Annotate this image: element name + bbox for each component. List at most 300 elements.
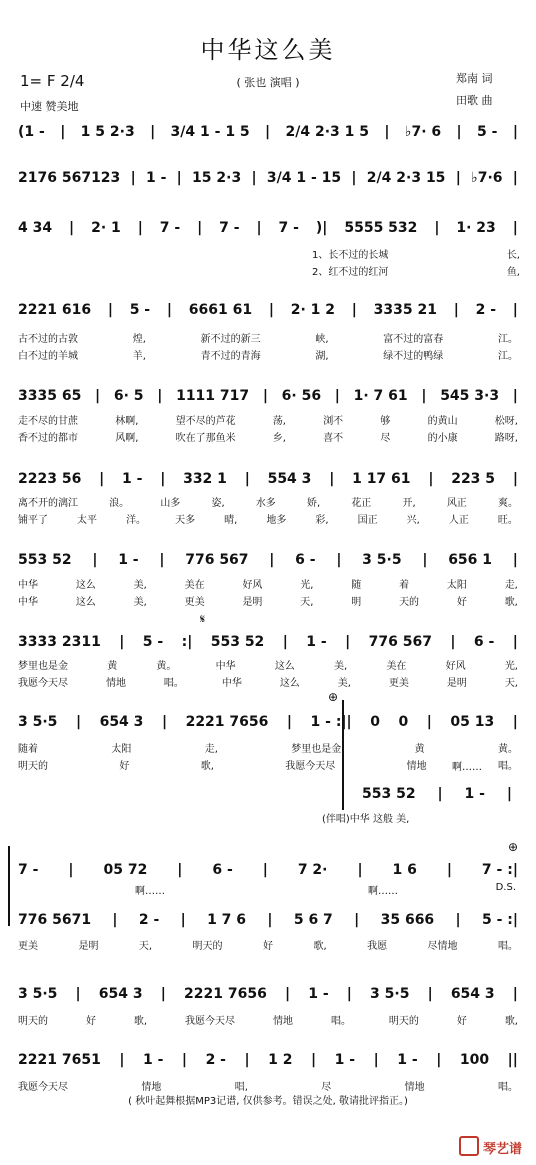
lyric-syllable: 唱。 bbox=[163, 678, 184, 689]
note-group: 100 bbox=[459, 1052, 490, 1068]
lyric-syllable: 光, bbox=[300, 580, 314, 591]
lyric-syllable: 随着 bbox=[18, 744, 38, 755]
barline: | bbox=[262, 862, 268, 878]
note-group: 1 17 61 bbox=[352, 471, 411, 487]
barline: | bbox=[453, 302, 459, 318]
barline: | bbox=[130, 170, 136, 186]
lyric-syllable: 是明 bbox=[242, 597, 263, 608]
barline: | bbox=[60, 124, 66, 140]
tempo-marking: 中速 赞美地 bbox=[20, 100, 79, 113]
vocal-annotation: 啊…… bbox=[135, 886, 165, 897]
note-group: 553 52 bbox=[210, 634, 265, 650]
barline: | bbox=[421, 388, 427, 404]
lyric-syllable: 地多 bbox=[266, 515, 287, 526]
barline: | bbox=[69, 220, 75, 236]
lyric-syllable: 中华 bbox=[215, 661, 236, 672]
lyric-syllable: 人正 bbox=[448, 515, 469, 526]
barline: | bbox=[284, 986, 291, 1002]
lyric-syllable: 开, bbox=[402, 498, 416, 509]
note-group: (1 - bbox=[18, 124, 45, 140]
lyric-syllable: 中华 bbox=[18, 580, 38, 591]
lyric-syllable: 美, bbox=[337, 678, 351, 689]
barline: | bbox=[267, 912, 273, 928]
lyric-syllable: 唱。 bbox=[497, 761, 518, 772]
notation-row bbox=[18, 465, 518, 487]
note-group: 6 - bbox=[212, 862, 233, 878]
lyric-syllable: 走不尽的甘蔗 bbox=[18, 416, 78, 427]
barline: | bbox=[92, 552, 98, 568]
lyric-syllable: 新不过的新三 bbox=[200, 334, 261, 345]
barline: | bbox=[427, 986, 433, 1002]
note-group: 776 567 bbox=[185, 552, 249, 568]
barline: | bbox=[75, 714, 82, 730]
lyric-syllable: 好 bbox=[263, 941, 273, 952]
lyric-syllable: 这么 bbox=[75, 580, 96, 591]
lyric-syllable: 花正 bbox=[351, 498, 372, 509]
lyric-syllable: 歌, bbox=[133, 1016, 148, 1027]
lyric-syllable: 天的 bbox=[399, 597, 420, 608]
lyricist-credit: 郑南 词 bbox=[456, 72, 493, 85]
note-group: 223 5 bbox=[451, 471, 496, 487]
note-group: 3335 65 bbox=[18, 388, 82, 404]
lyric-syllable: 尽 bbox=[380, 433, 391, 444]
lyric-syllable: 是明 bbox=[78, 941, 99, 952]
note-group: 553 52 bbox=[362, 786, 416, 802]
lyric-syllable: 天多 bbox=[175, 515, 196, 526]
lyric-syllable: 荡, bbox=[272, 416, 286, 427]
lyric-syllable: 风正 bbox=[446, 498, 467, 509]
segno-icon: 𝄋 bbox=[200, 612, 206, 626]
barline: | bbox=[112, 912, 118, 928]
barline: | bbox=[159, 552, 165, 568]
lyric-syllable: 好风 bbox=[242, 580, 263, 591]
vocal-annotation: 啊…… bbox=[368, 886, 398, 897]
composer-credit: 田歌 曲 bbox=[456, 94, 493, 107]
note-group: 2/4 2·3 15 bbox=[366, 170, 446, 186]
note-group: 3/4 1 - 1 5 bbox=[170, 124, 250, 140]
barline: | bbox=[329, 471, 335, 487]
barline: | bbox=[95, 388, 101, 404]
barline: | bbox=[345, 634, 351, 650]
barline: | bbox=[150, 124, 156, 140]
key-signature: 1= F 2/4 bbox=[20, 72, 85, 90]
note-group: 3 5·5 bbox=[18, 986, 58, 1002]
barline: | bbox=[68, 862, 74, 878]
lyric-syllable: 黄。 bbox=[156, 661, 177, 672]
lyric-syllable: 够 bbox=[380, 416, 391, 427]
note-group: 1 - bbox=[145, 170, 167, 186]
lyric-syllable: 兴, bbox=[406, 515, 420, 526]
lyric-syllable: 这么 bbox=[274, 661, 295, 672]
lyric-syllable: 歌, bbox=[504, 597, 518, 608]
barline: | bbox=[119, 1052, 125, 1068]
note-group: 654 3 bbox=[98, 986, 143, 1002]
barline: | bbox=[161, 714, 168, 730]
barline: | bbox=[137, 220, 143, 236]
notation-row bbox=[18, 296, 518, 318]
coda-icon-end: ⊕ bbox=[508, 840, 519, 854]
note-group: 2 - bbox=[475, 302, 497, 318]
lyric-syllable: 是明 bbox=[446, 678, 467, 689]
note-group: 3/4 1 - 15 bbox=[266, 170, 342, 186]
barline: | bbox=[107, 302, 113, 318]
barline: | bbox=[244, 1052, 250, 1068]
note-group: 554 3 bbox=[267, 471, 312, 487]
lyric-line bbox=[18, 593, 518, 608]
barline: | bbox=[512, 124, 518, 140]
lyric-syllable: 黄。 bbox=[497, 744, 518, 755]
lyric-syllable: 路呀, bbox=[494, 433, 518, 444]
lyric-syllable: 情地 bbox=[273, 1016, 293, 1027]
note-group: 1 - bbox=[464, 786, 485, 802]
footnote: ( 秋叶起舞根据MP3记谱, 仅供参考。错误之处, 敬请批评指正。) bbox=[128, 1096, 408, 1107]
lyric-syllable: 尽情地 bbox=[427, 941, 458, 952]
barline: | bbox=[428, 471, 434, 487]
notation-row bbox=[18, 1046, 518, 1068]
lyric-line bbox=[18, 511, 518, 526]
lyric-syllable: 明天的 bbox=[388, 1016, 419, 1027]
note-group: 1 2 bbox=[268, 1052, 293, 1068]
lyric-syllable: 羊, bbox=[132, 351, 146, 362]
barline: | bbox=[456, 124, 462, 140]
site-logo bbox=[459, 1136, 522, 1157]
lyric-syllable: 歌, bbox=[504, 1016, 518, 1027]
barline: | bbox=[357, 862, 363, 878]
lyric-syllable: 唱。 bbox=[497, 1082, 518, 1093]
lyric-syllable: 2、红不过的红河 bbox=[312, 267, 389, 278]
lyric-line bbox=[312, 263, 520, 278]
barline: | bbox=[434, 220, 440, 236]
lyric-syllable: 风啊, bbox=[115, 433, 139, 444]
lyric-syllable: 煌, bbox=[132, 334, 146, 345]
barline: | bbox=[512, 714, 518, 730]
note-group: 332 1 bbox=[183, 471, 227, 487]
note-group: 553 52 bbox=[18, 552, 72, 568]
barline: | bbox=[351, 170, 357, 186]
lyric-syllable: 好 bbox=[119, 761, 130, 772]
lyric-syllable: 美, bbox=[133, 580, 147, 591]
barline: | bbox=[422, 552, 428, 568]
note-group: 1 - bbox=[308, 986, 329, 1002]
lyric-syllable: 情地 bbox=[141, 1082, 162, 1093]
lyric-syllable: 天, bbox=[504, 678, 518, 689]
note-group: 2221 7651 bbox=[18, 1052, 101, 1068]
lyric-syllable: 明天的 bbox=[192, 941, 223, 952]
barline: )| bbox=[315, 220, 328, 236]
note-group: 6 - bbox=[473, 634, 495, 650]
lyric-syllable: 林啊, bbox=[115, 416, 139, 427]
barline: | bbox=[455, 912, 461, 928]
lyric-syllable: 太阳 bbox=[446, 580, 467, 591]
lyric-syllable: 更美 bbox=[388, 678, 409, 689]
singer-credit: ( 张也 演唱 ) bbox=[236, 76, 300, 89]
lyric-syllable: 的黄山 bbox=[427, 416, 458, 427]
barline: | bbox=[268, 302, 274, 318]
lyric-line bbox=[18, 576, 518, 591]
barline: | bbox=[373, 1052, 379, 1068]
lyric-syllable: 1、长不过的长城 bbox=[312, 250, 389, 261]
lyric-syllable: 美, bbox=[133, 597, 147, 608]
barline: | bbox=[336, 552, 342, 568]
lyric-syllable: 明 bbox=[351, 597, 362, 608]
note-group: 545 3·3 bbox=[440, 388, 500, 404]
notation-row bbox=[362, 780, 512, 802]
lyric-line bbox=[18, 347, 518, 362]
note-group: 7 - bbox=[18, 862, 39, 878]
note-group: 654 3 bbox=[99, 714, 144, 730]
lyric-syllable: 天, bbox=[138, 941, 153, 952]
note-group: 1 - bbox=[306, 634, 327, 650]
note-group: 05 13 bbox=[450, 714, 495, 730]
lyric-syllable: 中华 bbox=[221, 678, 242, 689]
note-group: 1 6 bbox=[392, 862, 417, 878]
lyric-line bbox=[18, 757, 518, 772]
lyric-syllable: 梦里也是金 bbox=[291, 744, 342, 755]
lyric-syllable: 江。 bbox=[497, 351, 518, 362]
lyric-syllable: 我愿今天尽 bbox=[18, 678, 68, 689]
lyric-syllable: 洋。 bbox=[126, 515, 147, 526]
lyric-syllable: 浏不 bbox=[323, 416, 344, 427]
barline: | bbox=[166, 302, 172, 318]
note-group: 15 2·3 bbox=[192, 170, 242, 186]
note-group: 2· 1 2 bbox=[290, 302, 335, 318]
note-group: 6 - bbox=[295, 552, 316, 568]
barline: 1 - :|| bbox=[310, 714, 352, 730]
barline: | bbox=[512, 471, 518, 487]
note-group: 2176 567123 bbox=[18, 170, 121, 186]
lyric-syllable: 浪。 bbox=[109, 498, 130, 509]
notation-row bbox=[18, 164, 518, 186]
lyric-syllable: 香不过的都市 bbox=[18, 433, 78, 444]
barline: | bbox=[119, 634, 125, 650]
lyric-line bbox=[18, 657, 518, 672]
song-title: 中华这么美 bbox=[200, 36, 336, 64]
note-group: 35 666 bbox=[380, 912, 435, 928]
lyric-syllable: 光, bbox=[504, 661, 518, 672]
note-group: 3 5·5 bbox=[362, 552, 402, 568]
note-group: 1 - bbox=[142, 1052, 164, 1068]
note-group: 5555 532 bbox=[344, 220, 418, 236]
lyric-line bbox=[18, 1012, 518, 1027]
lyric-line bbox=[18, 740, 518, 755]
logo-icon bbox=[459, 1136, 479, 1156]
lyric-syllable: 明天的 bbox=[18, 761, 48, 772]
notation-row bbox=[18, 382, 518, 404]
lyric-syllable: 更美 bbox=[18, 941, 38, 952]
barline: | bbox=[177, 862, 183, 878]
lyric-syllable: 的小康 bbox=[427, 433, 458, 444]
lyric-syllable: 尽 bbox=[321, 1082, 332, 1093]
lyric-syllable: 古不过的古敦 bbox=[18, 334, 78, 345]
note-group: 5 6 7 bbox=[293, 912, 333, 928]
lyric-syllable: 国正 bbox=[357, 515, 378, 526]
lyric-syllable: 这么 bbox=[279, 678, 300, 689]
lyric-syllable: 中华 bbox=[18, 597, 38, 608]
note-group: 2221 7656 bbox=[185, 714, 269, 730]
barline: | bbox=[354, 912, 360, 928]
barline: | bbox=[176, 170, 182, 186]
barline: | bbox=[455, 170, 461, 186]
lyric-syllable: 情地 bbox=[404, 1082, 425, 1093]
lyric-syllable: 峡, bbox=[315, 334, 329, 345]
note-group: 1· 23 bbox=[456, 220, 496, 236]
note-group: 1111 717 bbox=[176, 388, 250, 404]
note-group: 3333 2311 bbox=[18, 634, 101, 650]
note-group: 3 5·5 bbox=[370, 986, 410, 1002]
note-group: 0 bbox=[370, 714, 380, 730]
note-group: 1 5 2·3 bbox=[80, 124, 135, 140]
note-group: 7 - bbox=[159, 220, 181, 236]
note-group: 5 - bbox=[477, 124, 498, 140]
lyric-syllable: 美在 bbox=[386, 661, 407, 672]
lyric-line bbox=[18, 674, 518, 689]
lyric-syllable: 姿, bbox=[211, 498, 225, 509]
note-group: 1· 7 61 bbox=[353, 388, 408, 404]
logo-text: 琴艺谱 bbox=[482, 1142, 522, 1157]
barline: | bbox=[256, 220, 262, 236]
note-group: 1 - bbox=[121, 471, 143, 487]
note-group: 656 1 bbox=[448, 552, 493, 568]
lyric-syllable: 铺平了 bbox=[18, 515, 48, 526]
lyric-syllable: 白不过的羊城 bbox=[18, 351, 78, 362]
lyric-syllable: 美, bbox=[334, 661, 348, 672]
note-group: 0 bbox=[398, 714, 409, 730]
lyric-syllable: 更美 bbox=[184, 597, 205, 608]
lyric-syllable: 歌, bbox=[200, 761, 214, 772]
barline: | bbox=[157, 388, 163, 404]
note-group: 776 5671 bbox=[18, 912, 92, 928]
notation-row bbox=[18, 546, 518, 568]
barline: | bbox=[282, 634, 288, 650]
barline: | bbox=[286, 714, 293, 730]
lyric-line bbox=[18, 330, 518, 345]
lyric-syllable: 我愿 bbox=[367, 941, 388, 952]
barline: | bbox=[75, 986, 81, 1002]
barline: | bbox=[446, 862, 452, 878]
lyric-syllable: 我愿今天尽 bbox=[18, 1082, 68, 1093]
lyric-syllable: 唱, bbox=[234, 1082, 248, 1093]
lyric-syllable: 水多 bbox=[255, 498, 276, 509]
note-group: 2 - bbox=[138, 912, 160, 928]
note-group: 7 2· bbox=[297, 862, 328, 878]
lyric-syllable: 晴, bbox=[224, 515, 238, 526]
barline: | bbox=[99, 471, 105, 487]
lyric-syllable: 湖, bbox=[315, 351, 329, 362]
barline: | bbox=[265, 124, 271, 140]
ds-label: D.S. bbox=[495, 882, 516, 893]
lyric-syllable: 富不过的富春 bbox=[383, 334, 444, 345]
notation-row bbox=[18, 118, 518, 140]
lyric-syllable: 青不过的青海 bbox=[200, 351, 261, 362]
barline: | bbox=[311, 1052, 317, 1068]
lyric-line bbox=[18, 1078, 518, 1093]
notation-row bbox=[18, 214, 518, 236]
barline: || bbox=[507, 1052, 518, 1068]
note-group: 5 - bbox=[129, 302, 151, 318]
note-group: 2221 616 bbox=[18, 302, 92, 318]
lyric-syllable: 离不开的漓江 bbox=[18, 498, 78, 509]
barline: | bbox=[197, 220, 203, 236]
lyric-syllable: 娇, bbox=[306, 498, 321, 509]
barline: | bbox=[384, 124, 390, 140]
barline: | bbox=[512, 552, 518, 568]
note-group: 2 - bbox=[205, 1052, 226, 1068]
note-group: 7 - bbox=[278, 220, 299, 236]
vocal-annotation: 啊…… bbox=[452, 762, 482, 773]
barline: 7 - :| bbox=[481, 862, 518, 878]
note-group: 2/4 2·3 1 5 bbox=[285, 124, 370, 140]
lyric-line bbox=[18, 494, 518, 509]
barline: | bbox=[160, 471, 166, 487]
note-group: 5 - bbox=[142, 634, 164, 650]
barline: | bbox=[512, 220, 518, 236]
lyric-syllable: 绿不过的鸭绿 bbox=[383, 351, 444, 362]
lyric-syllable: 鱼, bbox=[506, 267, 520, 278]
barline: | bbox=[512, 302, 518, 318]
lyric-line bbox=[18, 429, 518, 444]
notation-row bbox=[18, 980, 518, 1002]
lyric-syllable: 好 bbox=[85, 1016, 96, 1027]
barline: | bbox=[426, 714, 432, 730]
lyric-syllable: 我愿今天尽 bbox=[285, 761, 336, 772]
lyric-syllable: 喜不 bbox=[323, 433, 344, 444]
barline: | bbox=[506, 786, 512, 802]
lyric-syllable: 情地 bbox=[406, 761, 427, 772]
lyric-syllable: 太平 bbox=[77, 515, 98, 526]
lyric-syllable: 吹在了那鱼米 bbox=[175, 433, 236, 444]
note-group: 2223 56 bbox=[18, 471, 82, 487]
barline: | bbox=[437, 786, 443, 802]
lyric-syllable: 明天的 bbox=[18, 1016, 48, 1027]
lyric-syllable: 爽。 bbox=[497, 498, 518, 509]
barline: | bbox=[512, 170, 518, 186]
lyric-syllable: 黄 bbox=[107, 661, 118, 672]
note-group: 7 - bbox=[219, 220, 240, 236]
lyric-syllable: 江。 bbox=[497, 334, 518, 345]
repeat-bracket bbox=[8, 846, 10, 926]
lyric-line bbox=[312, 246, 520, 261]
barline: | bbox=[180, 912, 186, 928]
barline: | bbox=[512, 986, 518, 1002]
barline: | bbox=[436, 1052, 442, 1068]
lyric-syllable: 歌, bbox=[313, 941, 327, 952]
lyric-syllable: 情地 bbox=[105, 678, 126, 689]
note-group: 1 - bbox=[334, 1052, 356, 1068]
note-group: 1 7 6 bbox=[207, 912, 247, 928]
lyric-syllable: 天, bbox=[300, 597, 314, 608]
barline: | bbox=[334, 388, 340, 404]
barline: 5 - :| bbox=[481, 912, 518, 928]
lyric-syllable: 梦里也是金 bbox=[18, 661, 68, 672]
lyric-syllable: 走, bbox=[504, 580, 518, 591]
note-group: 4 34 bbox=[18, 220, 53, 236]
barline: | bbox=[346, 986, 352, 1002]
lyric-line bbox=[18, 937, 518, 952]
barline: | bbox=[512, 388, 518, 404]
note-group: 2221 7656 bbox=[184, 986, 267, 1002]
lyric-syllable: 望不尽的芦花 bbox=[175, 416, 236, 427]
barline: | bbox=[269, 552, 275, 568]
lyric-syllable: 这么 bbox=[75, 597, 96, 608]
note-group: 776 567 bbox=[368, 634, 432, 650]
lyric-syllable: 我愿今天尽 bbox=[185, 1016, 236, 1027]
barline: | bbox=[450, 634, 456, 650]
lyric-syllable: 随 bbox=[351, 580, 362, 591]
note-group: ♭7·6 bbox=[471, 170, 503, 186]
lyric-syllable: 旺。 bbox=[497, 515, 518, 526]
lyric-syllable: 唱。 bbox=[498, 941, 518, 952]
barline: | bbox=[244, 471, 250, 487]
